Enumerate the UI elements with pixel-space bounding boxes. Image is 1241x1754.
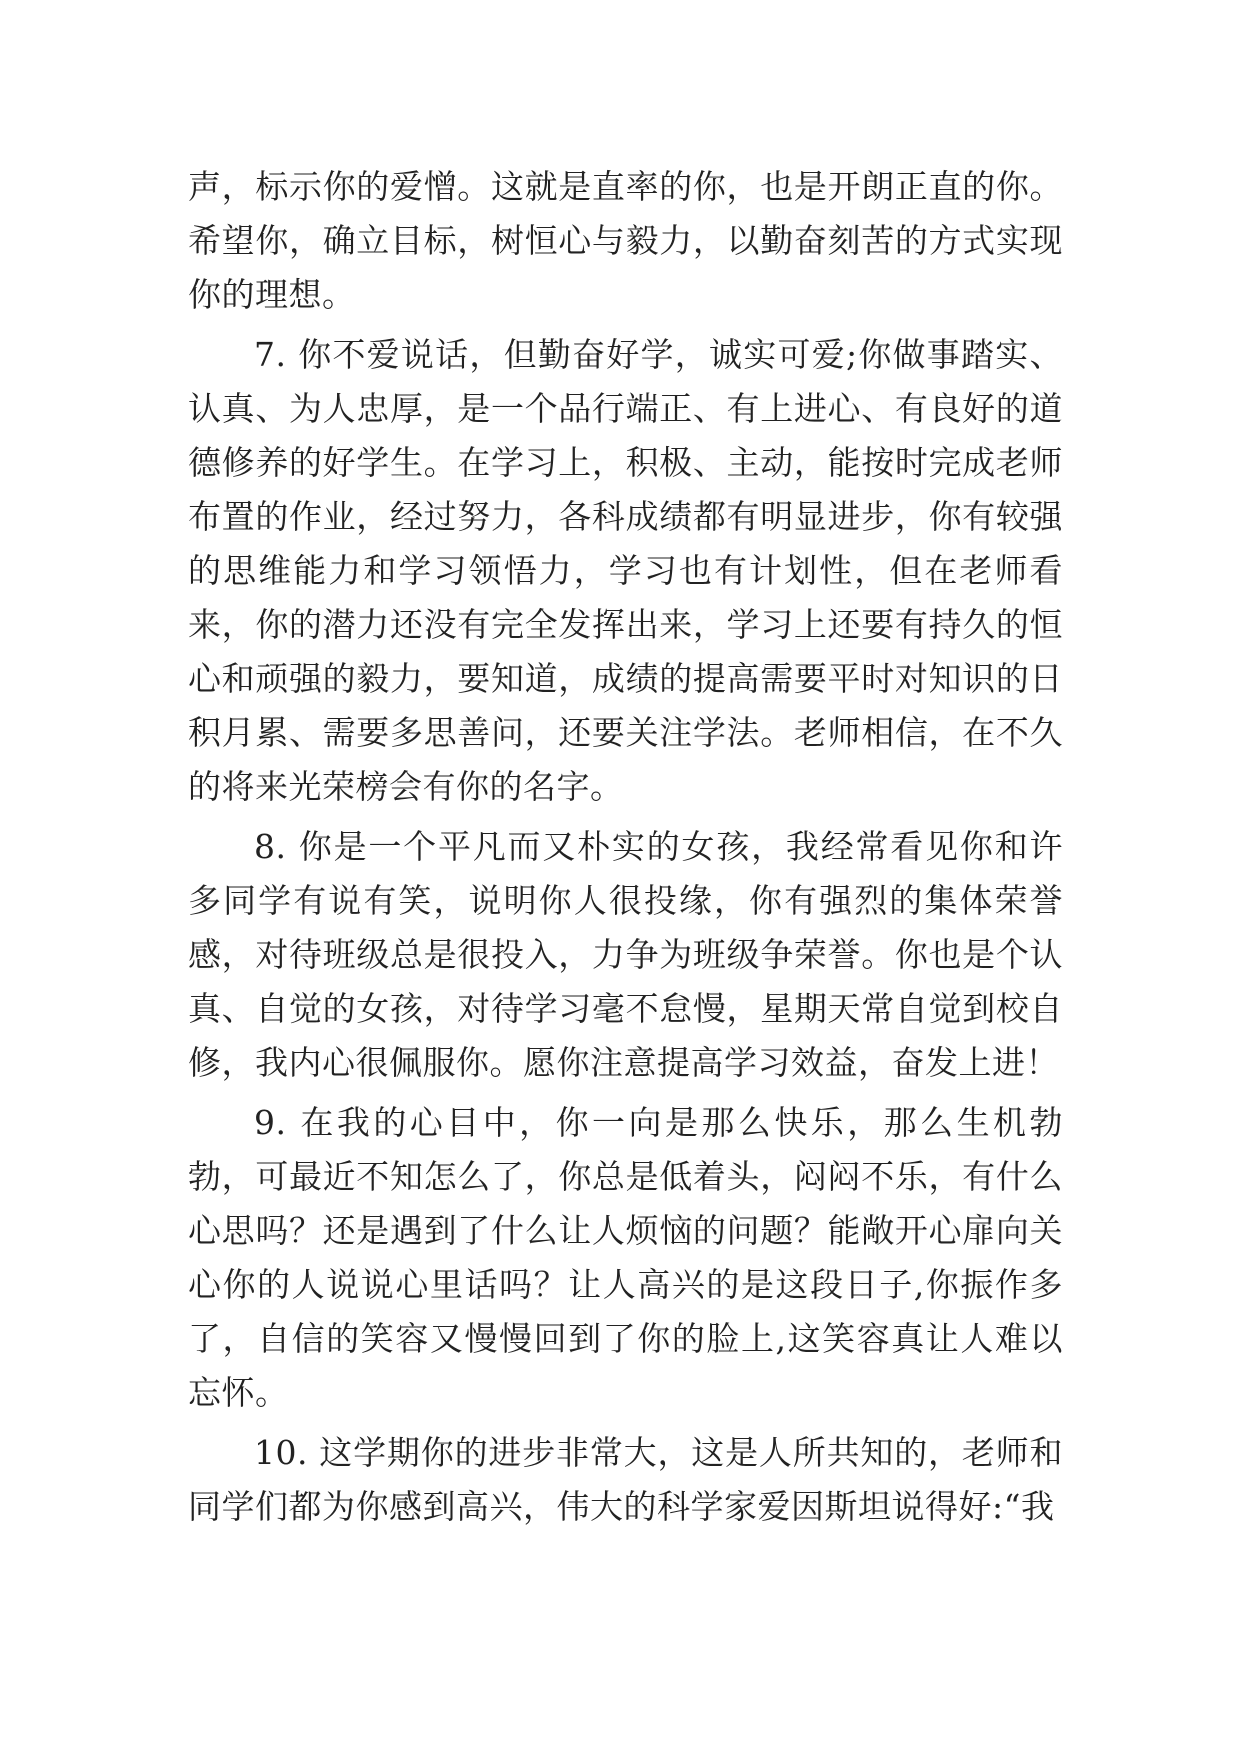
paragraph-8: 8. 你是一个平凡而又朴实的女孩，我经常看见你和许多同学有说有笑，说明你人很投缘，你有强烈的集体荣誉感，对待班级总是很投入，力争为班级争荣誉。你也是个认真、自觉的女孩，对待学习毫不怠慢，星期天常自觉到校自修，我内心很佩服你。愿你注意提高学习效益，奋发上进！ [188, 827, 1063, 1082]
paragraph-10: 10. 这学期你的进步非常大，这是人所共知的，老师和同学们都为你感到高兴，伟大的科学家爱因斯坦说得好:“我 [188, 1433, 1063, 1526]
paragraph-6-continuation: 声，标示你的爱憎。这就是直率的你，也是开朗正直的你。希望你，确立目标，树恒心与毅力，以勤奋刻苦的方式实现你的理想。 [188, 167, 1063, 314]
paragraph-9: 9. 在我的心目中，你一向是那么快乐，那么生机勃勃，可最近不知怎么了，你总是低着头，闷闷不乐，有什么心思吗？还是遇到了什么让人烦恼的问题？能敞开心扉向关心你的人说说心里话吗？让人高兴的是这段日子,你振作多了，自信的笑容又慢慢回到了你的脸上,这笑容真让人难以忘怀。 [188, 1103, 1063, 1412]
paragraph-7: 7. 你不爱说话，但勤奋好学，诚实可爱;你做事踏实、认真、为人忠厚，是一个品行端正、有上进心、有良好的道德修养的好学生。在学习上，积极、主动，能按时完成老师布置的作业，经过努力，各科成绩都有明显进步，你有较强的思维能力和学习领悟力，学习也有计划性，但在老师看来，你的潜力还没有完全发挥出来，学习上还要有持久的恒心和顽强的毅力，要知道，成绩的提高需要平时对知识的日积月累、需要多思善问，还要关注学法。老师相信，在不久的将来光荣榜会有你的名字。 [188, 335, 1063, 806]
document-body [188, 160, 1063, 1534]
